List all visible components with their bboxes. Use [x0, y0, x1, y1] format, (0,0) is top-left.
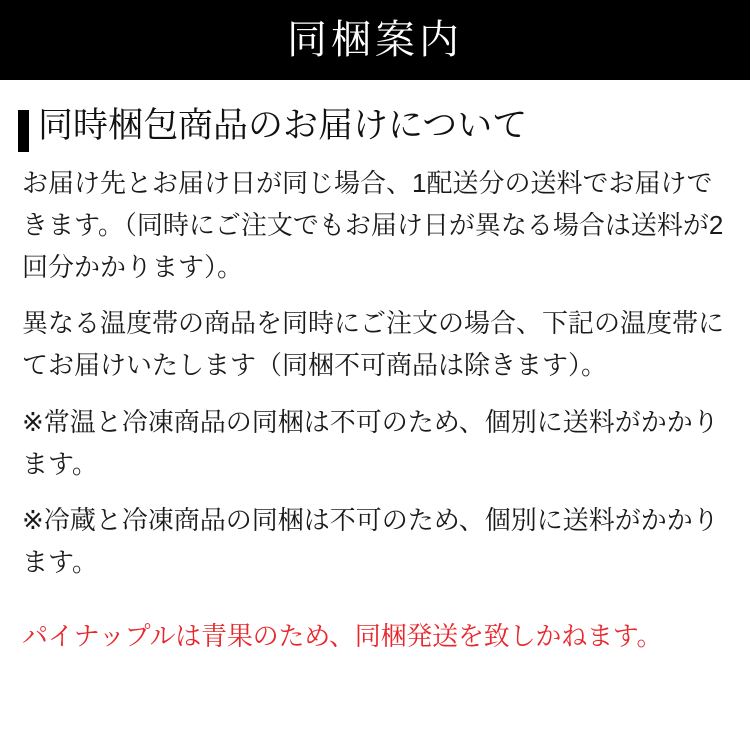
- heading-marker-bar: [18, 110, 29, 152]
- note-chilled-frozen: ※冷蔵と冷凍商品の同梱は不可のため、個別に送料がかかります。: [22, 504, 719, 577]
- section-heading-text: 同時梱包商品のお届けについて: [38, 106, 528, 145]
- section-heading: [18, 104, 732, 152]
- alert-pineapple-no-bundle: パイナップルは青果のため、同梱発送を致しかねます。: [22, 620, 663, 651]
- paragraph-shipping-fee: お届け先とお届け日が同じ場合、1配送分の送料でお届けできます。（同時にご注文でもお届け日が異なる場合は送料が2回分かかります）。: [22, 168, 724, 283]
- paragraph-temperature-zone: 異なる温度帯の商品を同時にご注文の場合、下記の温度帯にてお届けいたします（同梱不可商品は除きます）。: [22, 308, 725, 381]
- page-header-bar: [0, 0, 750, 80]
- page-title: 同梱案内: [287, 18, 463, 62]
- notice-content: [0, 104, 750, 656]
- note-room-frozen: ※常温と冷凍商品の同梱は不可のため、個別に送料がかかります。: [22, 406, 719, 479]
